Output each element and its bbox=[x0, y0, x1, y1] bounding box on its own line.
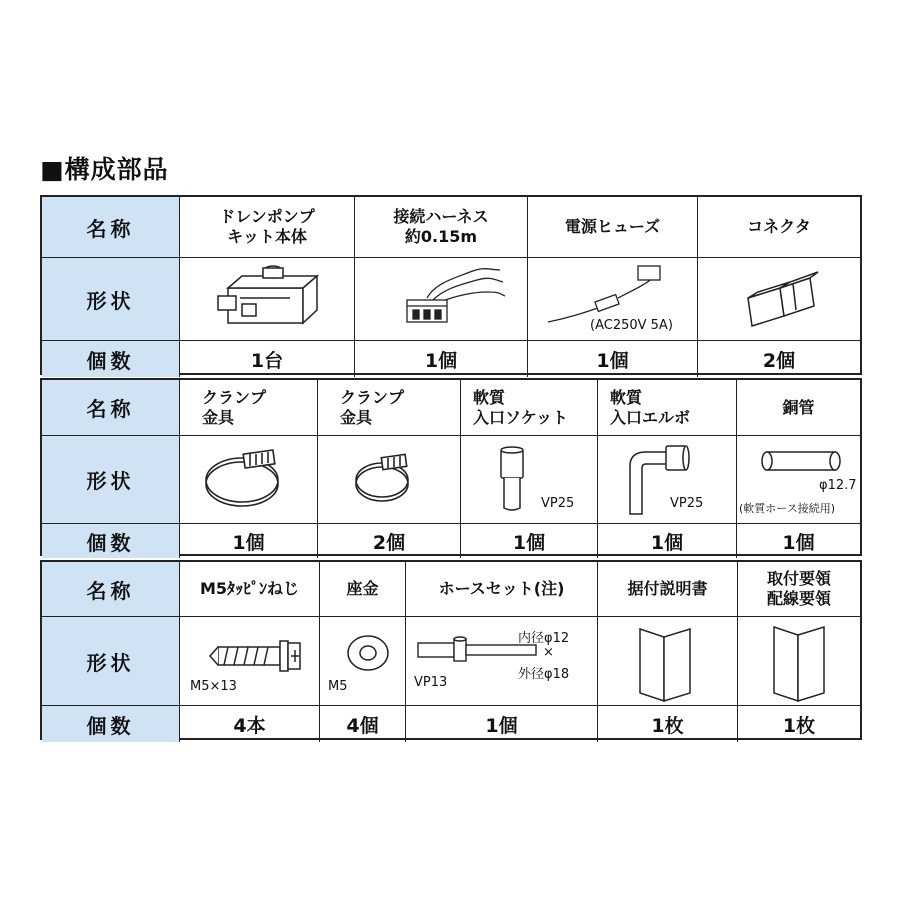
item-count: 1個 bbox=[460, 524, 597, 558]
shape-cell bbox=[317, 436, 460, 523]
item-count: 1個 bbox=[405, 706, 597, 742]
item-name-line1: ホースセット(注) bbox=[438, 579, 565, 598]
shape-row bbox=[42, 616, 860, 705]
shape-row bbox=[42, 435, 860, 523]
item-name bbox=[354, 197, 527, 257]
shape-cell bbox=[354, 258, 527, 340]
connector-icon bbox=[698, 258, 861, 341]
socket-size-label: VP25 bbox=[541, 496, 575, 511]
row-header-count: 個数 bbox=[42, 341, 179, 377]
row-header-name: 名称 bbox=[42, 562, 179, 616]
item-name-line1: コネクタ bbox=[747, 217, 811, 236]
item-count: 1枚 bbox=[597, 706, 737, 742]
item-name-line2: 入口ソケット bbox=[473, 407, 569, 427]
drain-pump-kit-icon bbox=[180, 258, 355, 341]
shape-cell bbox=[736, 436, 860, 523]
item-name-line2: 配線要領 bbox=[766, 589, 831, 608]
screw-size-label: M5×13 bbox=[190, 679, 237, 694]
row-header-count: 個数 bbox=[42, 524, 179, 558]
shape-cell bbox=[179, 258, 354, 340]
shape-cell bbox=[527, 258, 697, 340]
item-name-line1: 座金 bbox=[346, 579, 379, 598]
item-name-line1: 銅管 bbox=[782, 397, 815, 417]
item-name bbox=[737, 562, 860, 616]
item-name-line1: 軟質 bbox=[473, 387, 506, 407]
name-row bbox=[42, 380, 860, 435]
shape-cell bbox=[597, 617, 737, 705]
item-name-line2: 約0.15m bbox=[404, 227, 478, 246]
item-name bbox=[527, 197, 697, 257]
shape-row bbox=[42, 257, 860, 340]
count-row bbox=[42, 705, 860, 742]
row-header-count: 個数 bbox=[42, 706, 179, 742]
row-header-shape: 形状 bbox=[42, 258, 179, 340]
row-header-name: 名称 bbox=[42, 197, 179, 257]
item-count: 1個 bbox=[179, 524, 317, 558]
item-count: 2個 bbox=[317, 524, 460, 558]
elbow-size-label: VP25 bbox=[670, 496, 704, 511]
item-name bbox=[179, 562, 319, 616]
item-name-line1: 取付要領 bbox=[766, 569, 831, 588]
washer-size-label: M5 bbox=[328, 679, 348, 694]
item-name-line1: 据付説明書 bbox=[627, 579, 708, 598]
shape-cell bbox=[319, 617, 405, 705]
item-count: 4本 bbox=[179, 706, 319, 742]
pipe-diameter-label: φ12.7 bbox=[819, 478, 857, 493]
shape-cell bbox=[179, 436, 317, 523]
shape-cell bbox=[697, 258, 860, 340]
item-name-line1: クランプ bbox=[202, 387, 267, 407]
item-name bbox=[736, 380, 860, 435]
shape-cell bbox=[460, 436, 597, 523]
item-name bbox=[597, 562, 737, 616]
item-name-line2: キット本体 bbox=[227, 227, 307, 246]
large-hose-clamp-icon bbox=[180, 436, 318, 524]
pipe-note-label: (軟質ホース接続用) bbox=[739, 502, 836, 515]
item-name bbox=[597, 380, 736, 435]
item-name bbox=[319, 562, 405, 616]
item-name-line1: クランプ bbox=[340, 387, 405, 407]
item-count: 1枚 bbox=[737, 706, 860, 742]
row-header-shape: 形状 bbox=[42, 436, 179, 523]
hose-outer-diameter-label: 外径φ18 bbox=[518, 667, 570, 682]
item-name bbox=[317, 380, 460, 435]
shape-cell bbox=[179, 617, 319, 705]
hose-vp-label: VP13 bbox=[414, 675, 448, 690]
hose-set-icon bbox=[406, 617, 598, 706]
row-header-shape: 形状 bbox=[42, 617, 179, 705]
item-name-line2: 金具 bbox=[340, 407, 373, 427]
fuse-rating-label: (AC250V 5A) bbox=[590, 318, 673, 333]
item-count: 1個 bbox=[354, 341, 527, 377]
item-name bbox=[405, 562, 597, 616]
shape-cell bbox=[405, 617, 597, 705]
item-name-line1: 電源ヒューズ bbox=[564, 217, 661, 236]
small-hose-clamp-icon bbox=[318, 436, 461, 524]
item-count: 1個 bbox=[597, 524, 736, 558]
parts-table-section-2 bbox=[40, 378, 862, 556]
item-name-line1: ドレンポンプ bbox=[219, 207, 315, 226]
item-name-line1: 接続ハーネス bbox=[393, 207, 489, 226]
name-row bbox=[42, 197, 860, 257]
item-count: 1個 bbox=[527, 341, 697, 377]
manual-booklet-icon bbox=[598, 617, 738, 706]
shape-cell bbox=[737, 617, 860, 705]
wiring-guide-booklet-icon bbox=[738, 617, 861, 706]
item-count: 1個 bbox=[736, 524, 860, 558]
item-name-line2: 金具 bbox=[202, 407, 235, 427]
item-name bbox=[179, 197, 354, 257]
name-row bbox=[42, 562, 860, 616]
inlet-elbow-icon bbox=[598, 436, 737, 524]
page-title: ■構成部品 bbox=[40, 155, 169, 184]
row-header-name: 名称 bbox=[42, 380, 179, 435]
item-name-line2: 入口エルボ bbox=[610, 407, 691, 427]
item-count: 2個 bbox=[697, 341, 860, 377]
count-row bbox=[42, 523, 860, 558]
parts-table-section-1 bbox=[40, 195, 862, 375]
inlet-socket-icon bbox=[461, 436, 598, 524]
item-name bbox=[179, 380, 317, 435]
parts-table-section-3 bbox=[40, 560, 862, 740]
item-count: 4個 bbox=[319, 706, 405, 742]
item-name-line1: M5ﾀｯﾋﾟﾝねじ bbox=[199, 579, 300, 598]
count-row bbox=[42, 340, 860, 377]
harness-connector-icon bbox=[355, 258, 528, 341]
shape-cell bbox=[597, 436, 736, 523]
hose-inner-diameter-label: 内径φ12 bbox=[518, 631, 570, 646]
hose-times-label: × bbox=[543, 645, 554, 660]
item-name bbox=[460, 380, 597, 435]
item-count: 1台 bbox=[179, 341, 354, 377]
item-name bbox=[697, 197, 860, 257]
item-name-line1: 軟質 bbox=[610, 387, 643, 407]
